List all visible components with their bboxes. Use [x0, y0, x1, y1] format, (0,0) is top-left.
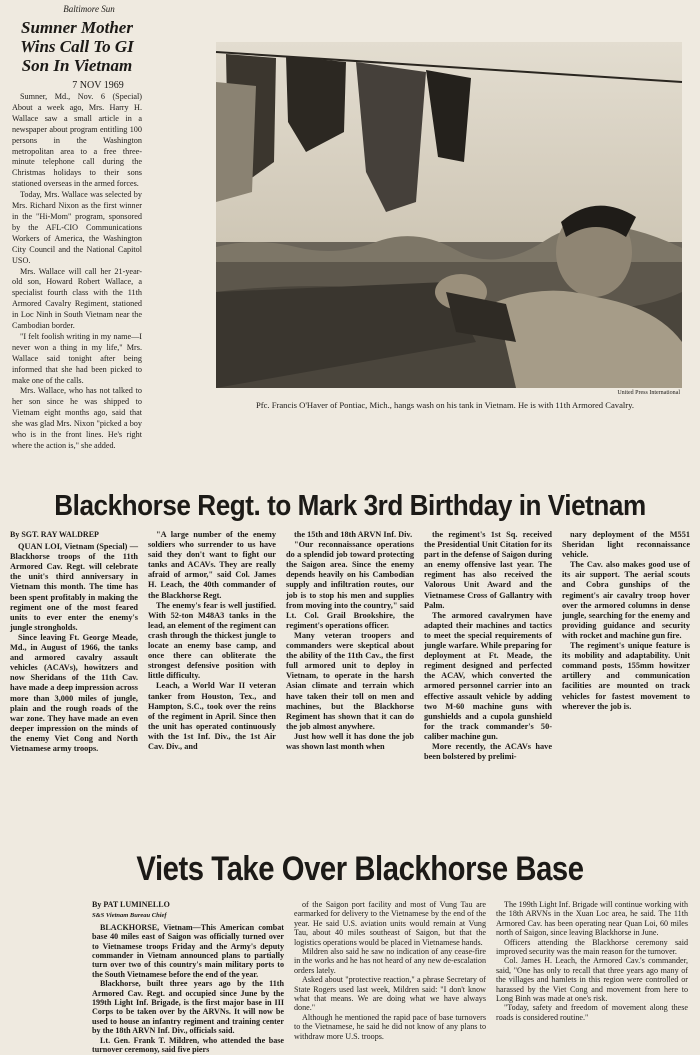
- article-paragraph: Although he mentioned the rapid pace of base turnovers to the Vietnamese, he said he did not know of any plans to withdraw more U.S. troops.: [294, 1012, 486, 1041]
- viets-byline: By PAT LUMINELLO: [92, 900, 170, 909]
- article-paragraph: Just how well it has done the job was shown last month when: [286, 731, 414, 751]
- blackhorse-column-4: [424, 530, 552, 788]
- tank-wash-photo: [216, 42, 682, 388]
- blackhorse-column-1: [10, 530, 138, 788]
- article-paragraph: The Cav. also makes good use of its air support. The aerial scouts and Cobra gunships of the regiment's air cavalry troop hover over the armored columns in dense jungle, searching for the enemy and providing guidance and security with rocket and machine gun fire.: [562, 560, 690, 640]
- sumner-paragraph: Mrs. Wallace will call her 21-year-old son, Howard Robert Wallace, a specialist fourth class with the 11th Armored Cavalry Regiment, stationed in Loc Ninh in South Vietnam near the Cambodian border.: [12, 266, 142, 331]
- article-paragraph: Col. James H. Leach, the Armored Cav.'s commander, said, "One has only to recall that three years ago many of the villages and hamlets in this region were controlled or harassed by the Viet Cong and movement from here to Long Binh was made at one's risk.: [496, 956, 688, 1004]
- blackhorse-column-2: [148, 530, 276, 788]
- article-paragraph: Blackhorse, built three years ago by the 11th Armored Cav. Regt. and occupied since June by the 199th Light Inf. Brigade, is the first major base in III Corps to be taken over by the ARVNs. It will now be used to house an infantry regiment and training center by the 18th ARVN Inf. Div., officials said.: [92, 979, 284, 1036]
- clipping-date: 7 NOV 1969: [72, 80, 124, 91]
- article-paragraph: Leach, a World War II veteran tanker from Houston, Tex., and Hampton, S.C., took over the reins of the regiment in April. Since then the unit has operated continuously with the 1st Inf. Div., the 1st Air Cav. Div., and: [148, 681, 276, 751]
- sumner-paragraph: "I felt foolish writing in my name—I never won a thing in my life," Mrs. Wallace said tonight after being informed that she had been picked to make one of the calls.: [12, 331, 142, 385]
- sumner-headline: Sumner Mother Wins Call To GI Son In Vietnam: [20, 18, 134, 75]
- sumner-paragraph: Sumner, Md., Nov. 6 (Special) About a week ago, Mrs. Harry H. Wallace saw a small article in a newspaper about program entitling 100 persons in the Washington metropolitan area to a free three-minute telephone call during the Christmas holidays to their sons stationed overseas in the armed forces.: [12, 92, 142, 189]
- article-paragraph: The armored cavalrymen have adapted their machines and tactics to meet the special requirements of jungle warfare. While preparing for deployment at Ft. Meade, the regiment designed and perfected the ACAV, which converted the armored personnel carrier into an effective assault vehicle by adding two M-60 machine guns with gunshields and a cupola gunshield for the track commander's 50-caliber machine gun.: [424, 610, 552, 741]
- article-paragraph: the regiment's 1st Sq. received the Presidential Unit Citation for its part in the defense of Saigon during an enemy offensive last year. The regiment has also received the Valorous Unit Award and the Vietnamese Cross of Gallantry with Palm.: [424, 530, 552, 610]
- article-paragraph: Many veteran troopers and commanders were skeptical about the ability of the 11th Cav., the first full armored unit to deploy in Vietnam, to operate in the harsh Asian climate and terrain which have taken their toll on men and machines, but the Blackhorse Regiment has shown that it can do the job almost anywhere.: [286, 630, 414, 731]
- article-paragraph: "Our reconnaissance operations do a splendid job toward protecting the Saigon area. Since the enemy depends heavily on his Cambodian supply and infiltration routes, our job is to stop his men and supplies from moving into the country," said Lt. Col. Grail Brookshire, the regiment's operations officer.: [286, 540, 414, 630]
- sumner-paragraph: Today, Mrs. Wallace was selected by Mrs. Richard Nixon as the first winner in the "Hi-Mom" program, sponsored by the AFL-CIO Communications Workers of America, the Washington City Council and the National Capitol USO.: [12, 190, 142, 265]
- viets-column-1: [92, 900, 284, 1055]
- sumner-article-body: [12, 92, 142, 477]
- blackhorse-column-3: [286, 530, 414, 788]
- article-paragraph: Lt. Gen. Frank T. Mildren, who attended the base turnover ceremony, said five piers: [92, 1035, 284, 1055]
- article-paragraph: More recently, the ACAVs have been bolstered by prelimi-: [424, 741, 552, 762]
- viets-column-3: [496, 900, 688, 1022]
- article-paragraph: The 199th Light Inf. Brigade will continue working with the 18th ARVNs in the Xuan Loc area, he said. The 11th Armored Cav. has been operating near Quan Loi, 60 miles north of Saigon, since leaving Blackhorse in June.: [496, 900, 688, 938]
- photo-credit: United Press International: [617, 390, 680, 396]
- article-paragraph: The regiment's unique feature is its mobility and adaptability. Unit command posts, 155mm howitzer artillery and communication facilities are mounted on track vehicles for fastest movement to wherever the job is.: [562, 641, 690, 711]
- viets-bureau: S&S Vietnam Bureau Chief: [92, 912, 167, 920]
- article-paragraph: QUAN LOI, Vietnam (Special) — Blackhorse troops of the 11th Armored Cav. Regt. will celebrate the unit's third anniversary in Vietnam this month. The time has been spent profitably in making the regiment one of the most feared units to ever enter the enemy's jungle strongholds.: [10, 542, 138, 632]
- photo-caption: Pfc. Francis O'Haver of Pontiac, Mich., hangs wash on his tank in Vietnam. He is with 11th Armored Cavalry.: [255, 400, 635, 410]
- article-paragraph: of the Saigon port facility and most of Vung Tau are earmarked for delivery to the Vietnamese by the end of the year. He said U.S. aviation units would remain at Vung Tau, about 40 miles southeast of Saigon, but that the logistics operations would be placed in Vietnamese hands.: [294, 900, 486, 947]
- article-paragraph: nary deployment of the M551 Sheridan light reconnaissance vehicle.: [562, 530, 690, 560]
- article-paragraph: Since leaving Ft. George Meade, Md., in August of 1966, the tanks and armored cavalry assault vehicles (ACAVs), howitzers and now Sheridans of the 11th Cav. have made a deep impression across more than 3,000 miles of jungle, plain and the rough roads of the war zone. They have made an even deeper impression on the minds of the enemy Viet Cong and North Vietnamese army troops.: [10, 632, 138, 753]
- article-paragraph: Asked about "protective reaction," a phrase Secretary of State Rogers used last week, Mildren said: "I don't know what that means. We are doing what we have always done.": [294, 975, 486, 1013]
- article-paragraph: Mildren also said he saw no indication of any cease-fire in the works and he has not heard of any new de-escalation orders lately.: [294, 947, 486, 975]
- article-paragraph: Officers attending the Blackhorse ceremony said improved security was the main reason for the turnover.: [496, 937, 688, 957]
- blackhorse-column-5: [562, 530, 690, 788]
- article-paragraph: "Today, safety and freedom of movement along these roads is considered routine.": [496, 1003, 688, 1022]
- article-paragraph: BLACKHORSE, Vietnam—This American combat base 40 miles east of Saigon was officially turned over to Vietnamese troops Friday and the Army's deputy commander in Vietnam announced plans to partially turn over two of this country's main military ports to the South Vietnamese before the end of the year.: [92, 922, 284, 979]
- article-paragraph: The enemy's fear is well justified. With 52-ton M48A3 tanks in the lead, an element of the regiment can crash through the thickest jungle to locate an enemy base camp, and once there can obliterate the strongest defensive position with little difficulty.: [148, 600, 276, 681]
- viets-headline: Viets Take Over Blackhorse Base: [136, 850, 584, 888]
- viets-column-2: [294, 900, 486, 1041]
- blackhorse-article-columns: [10, 530, 690, 788]
- viets-article-columns: [92, 900, 688, 1055]
- article-paragraph: "A large number of the enemy soldiers who surrender to us have said they don't want to fight our tanks and ACAVs. They are really afraid of armor," said Col. James H. Leach, the 40th commander of the Blackhorse Regt.: [148, 530, 276, 600]
- sumner-paragraph: Mrs. Wallace, who has not talked to her son since he was shipped to Vietnam eight months ago, said that she was glad Mrs. Nixon "picked a boy who is in the front lines. He's right where the action is," she added.: [12, 386, 142, 450]
- blackhorse-byline: By SGT. RAY WALDREP: [10, 530, 99, 539]
- article-paragraph: the 15th and 18th ARVN Inf. Div.: [294, 530, 413, 539]
- clipping-source: Baltimore Sun: [63, 4, 115, 14]
- blackhorse-headline: Blackhorse Regt. to Mark 3rd Birthday in Vietnam: [54, 490, 646, 522]
